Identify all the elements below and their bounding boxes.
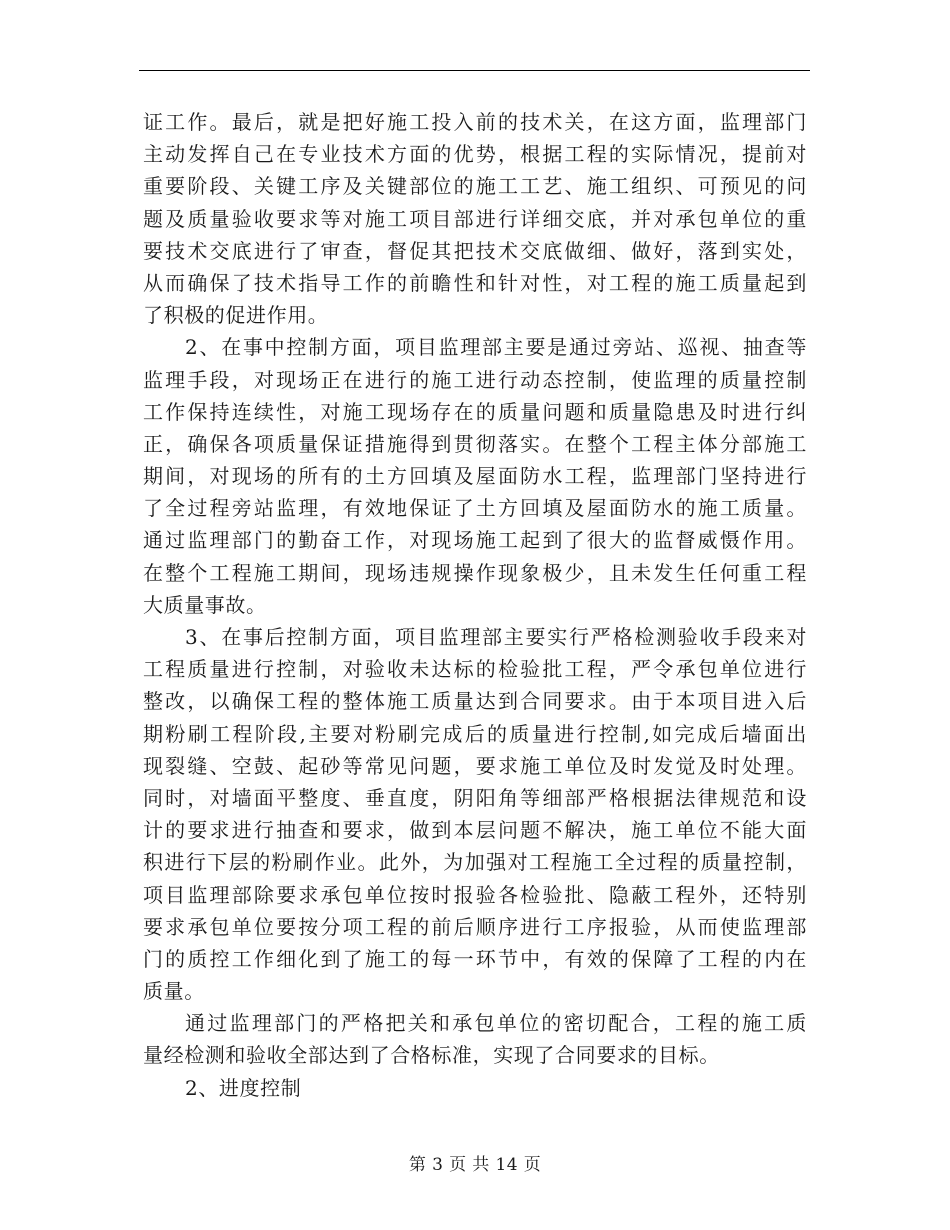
text-line: 通过监理部门的勤奋工作，对现场施工起到了很大的监督威慑作用。 [143, 528, 807, 553]
text-line: 要技术交底进行了审查，督促其把技术交底做细、做好，落到实处， [143, 238, 807, 263]
text-line: 期粉刷工程阶段,主要对粉刷完成后的质量进行控制,如完成后墙面出 [143, 721, 807, 746]
text-line: 2、在事中控制方面，项目监理部主要是通过旁站、巡视、抽查等 [185, 335, 807, 360]
text-line: 主动发挥自己在专业技术方面的优势，根据工程的实际情况，提前对 [143, 142, 807, 167]
text-line: 了全过程旁站监理，有效地保证了土方回填及屋面防水的施工质量。 [143, 496, 807, 521]
text-line: 在整个工程施工期间，现场违规操作现象极少，且未发生任何重工程 [143, 560, 807, 585]
text-line: 通过监理部门的严格把关和承包单位的密切配合，工程的施工质 [185, 1011, 807, 1036]
text-line: 积进行下层的粉刷作业。此外，为加强对工程施工全过程的质量控制， [143, 850, 807, 875]
text-line: 同时，对墙面平整度、垂直度，阴阳角等细部严格根据法律规范和设 [143, 785, 807, 810]
text-line: 质量。 [143, 979, 205, 1004]
text-line: 监理手段，对现场正在进行的施工进行动态控制，使监理的质量控制 [143, 367, 807, 392]
page-number-footer: 第 3 页 共 14 页 [408, 1155, 542, 1175]
text-line: 计的要求进行抽查和要求，做到本层问题不解决，施工单位不能大面 [143, 818, 807, 843]
text-line: 从而确保了技术指导工作的前瞻性和针对性，对工程的施工质量起到 [143, 270, 807, 295]
text-line: 整改，以确保工程的整体施工质量达到合同要求。由于本项目进入后 [143, 689, 807, 714]
text-line: 项目监理部除要求承包单位按时报验各检验批、隐蔽工程外，还特别 [143, 882, 807, 907]
text-line: 2、进度控制 [185, 1075, 302, 1100]
header-rule [139, 70, 810, 71]
body-text [143, 106, 807, 1104]
text-line: 重要阶段、关键工序及关键部位的施工工艺、施工组织、可预见的问 [143, 174, 807, 199]
text-line: 门的质控工作细化到了施工的每一环节中，有效的保障了工程的内在 [143, 946, 807, 971]
text-line: 现裂缝、空鼓、起砂等常见问题，要求施工单位及时发觉及时处理。 [143, 753, 807, 778]
text-line: 期间，对现场的所有的土方回填及屋面防水工程，监理部门坚持进行 [143, 464, 807, 489]
text-line: 了积极的促进作用。 [143, 303, 329, 328]
text-line: 正，确保各项质量保证措施得到贯彻落实。在整个工程主体分部施工 [143, 431, 807, 456]
text-line: 要求承包单位要按分项工程的前后顺序进行工序报验，从而使监理部 [143, 914, 807, 939]
text-line: 大质量事故。 [143, 592, 267, 617]
text-line: 工作保持连续性，对施工现场存在的质量问题和质量隐患及时进行纠 [143, 399, 807, 424]
text-line: 量经检测和验收全部达到了合格标准，实现了合同要求的目标。 [143, 1043, 720, 1068]
text-line: 证工作。最后，就是把好施工投入前的技术关，在这方面，监理部门 [143, 110, 807, 134]
text-line: 题及质量验收要求等对施工项目部进行详细交底，并对承包单位的重 [143, 206, 807, 231]
text-line: 3、在事后控制方面，项目监理部主要实行严格检测验收手段来对 [185, 625, 807, 649]
text-line: 工程质量进行控制，对验收未达标的检验批工程，严令承包单位进行 [143, 657, 807, 682]
